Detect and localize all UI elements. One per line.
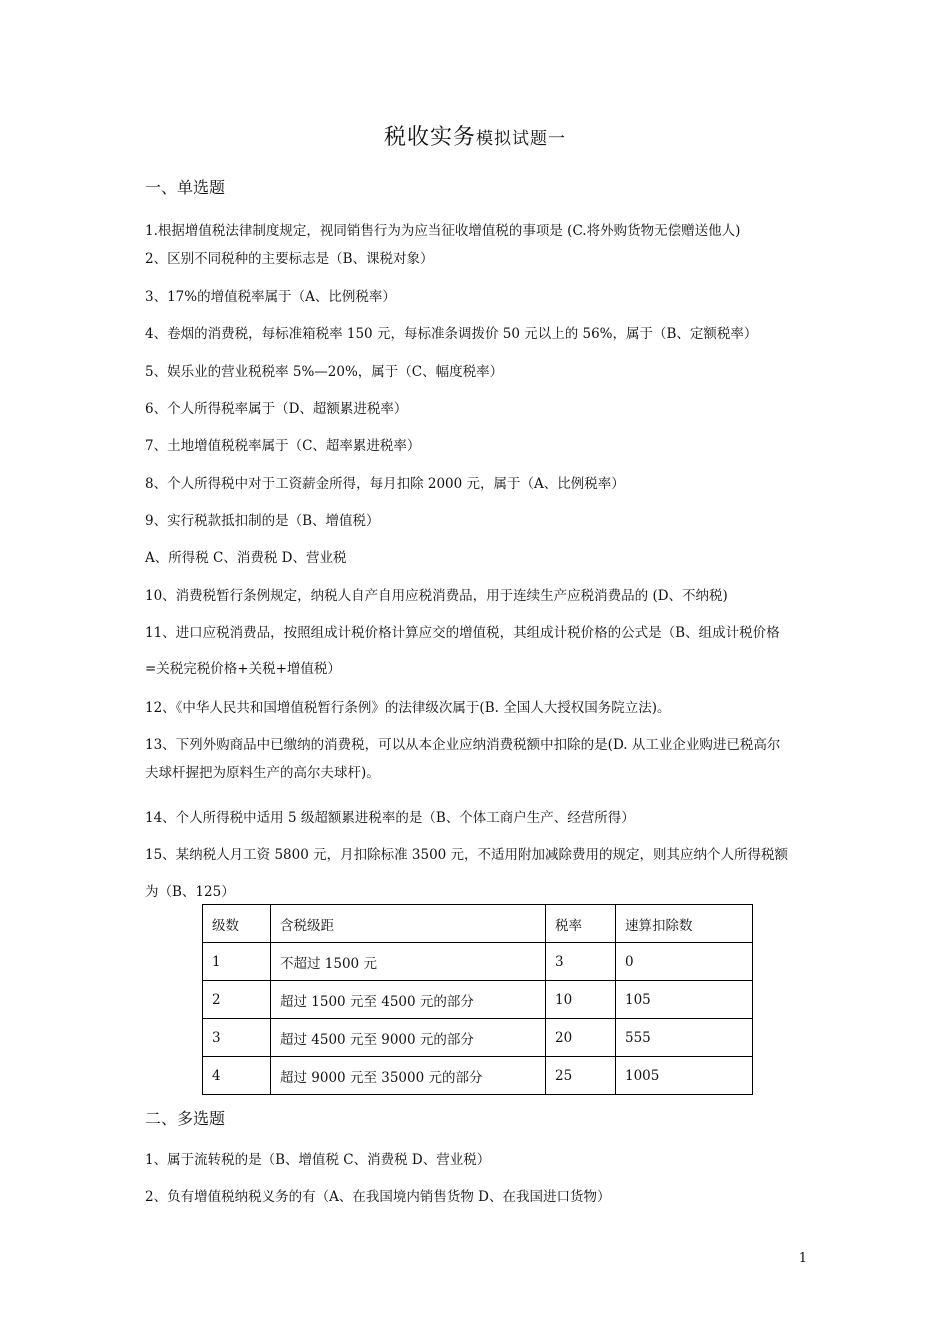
question-line: 5、娱乐业的营业税税率 5%—20%，属于（C、幅度税率）: [145, 364, 504, 380]
table-cell: 4: [203, 1057, 271, 1095]
table-cell: 超过 9000 元至 35000 元的部分: [271, 1057, 546, 1095]
table-row: [203, 1019, 753, 1057]
table-cell: 10: [546, 981, 616, 1019]
question-line: 7、土地增值税税率属于（C、超率累进税率）: [145, 438, 421, 454]
table-cell: 3: [203, 1019, 271, 1057]
question-line: 13、下列外购商品中已缴纳的消费税，可以从本企业应纳消费税额中扣除的是(D. 从工业企业购进已税高尔: [145, 737, 781, 753]
table-cell: 超过 4500 元至 9000 元的部分: [271, 1019, 546, 1057]
question-line: 10、消费税暂行条例规定，纳税人自产自用应税消费品，用于连续生产应税消费品的 (D、不纳税): [145, 588, 728, 604]
section-heading-single-choice: 一、单选题: [145, 178, 226, 197]
question-line: 11、进口应税消费品，按照组成计税价格计算应交的增值税，其组成计税价格的公式是（B、组成计税价格: [145, 625, 780, 641]
table-cell: 25: [546, 1057, 616, 1095]
table-header-row: [203, 905, 753, 943]
question-line: 15、某纳税人月工资 5800 元，月扣除标准 3500 元，不适用附加减除费用的规定，则其应纳个人所得税额: [145, 847, 789, 863]
question-line: 夫球杆握把为原料生产的高尔夫球杆)。: [145, 765, 380, 781]
question-line: 9、实行税款抵扣制的是（B、增值税）: [145, 513, 380, 529]
table-cell: 2: [203, 981, 271, 1019]
table-row: [203, 1057, 753, 1095]
question-line: 8、个人所得税中对于工资薪金所得，每月扣除 2000 元，属于（A、比例税率）: [145, 476, 625, 492]
question-line: 12、《中华人民共和国增值税暂行条例》的法律级次属于(B. 全国人大授权国务院立法)。: [145, 700, 671, 716]
table-cell: 20: [546, 1019, 616, 1057]
question-line: 1、属于流转税的是（B、增值税 C、消费税 D、营业税）: [145, 1152, 491, 1168]
table-row: [203, 981, 753, 1019]
table-cell: 0: [616, 943, 753, 981]
table-header-cell: 速算扣除数: [616, 905, 753, 943]
table-cell: 3: [546, 943, 616, 981]
table-cell: 105: [616, 981, 753, 1019]
question-line: =关税完税价格+关税+增值税）: [145, 661, 341, 677]
table-row: [203, 943, 753, 981]
table-header-cell: 级数: [203, 905, 271, 943]
document-title: [0, 120, 950, 151]
table-header-cell: 税率: [546, 905, 616, 943]
question-line: 6、个人所得税率属于（D、超额累进税率）: [145, 401, 408, 417]
question-line: 4、卷烟的消费税，每标准箱税率 150 元，每标准条调拨价 50 元以上的 56%，属于（B、定额税率）: [145, 326, 758, 342]
title-main: 税收实务: [383, 125, 476, 150]
title-sub: 模拟试题一: [476, 129, 566, 149]
table-cell: 不超过 1500 元: [271, 943, 546, 981]
question-line: 3、17%的增值税率属于（A、比例税率）: [145, 289, 396, 305]
question-line: 1.根据增值税法律制度规定，视同销售行为为应当征收增值税的事项是 (C.将外购货物无偿赠送他人): [145, 223, 741, 239]
table-cell: 超过 1500 元至 4500 元的部分: [271, 981, 546, 1019]
question-line: 2、负有增值税纳税义务的有（A、在我国境内销售货物 D、在我国进口货物）: [145, 1189, 611, 1205]
table-cell: 1005: [616, 1057, 753, 1095]
question-line: A、所得税 C、消费税 D、营业税: [145, 550, 347, 566]
table-header-cell: 含税级距: [271, 905, 546, 943]
section-heading-multi-choice: 二、多选题: [145, 1109, 226, 1128]
question-line: 14、个人所得税中适用 5 级超额累进税率的是（B、个体工商户生产、经营所得）: [145, 810, 635, 826]
tax-rate-table: [202, 904, 753, 1095]
table-cell: 555: [616, 1019, 753, 1057]
page-number: 1: [798, 1251, 807, 1266]
question-line: 为（B、125）: [145, 884, 235, 900]
table-cell: 1: [203, 943, 271, 981]
question-line: 2、区别不同税种的主要标志是（B、课税对象）: [145, 251, 434, 267]
